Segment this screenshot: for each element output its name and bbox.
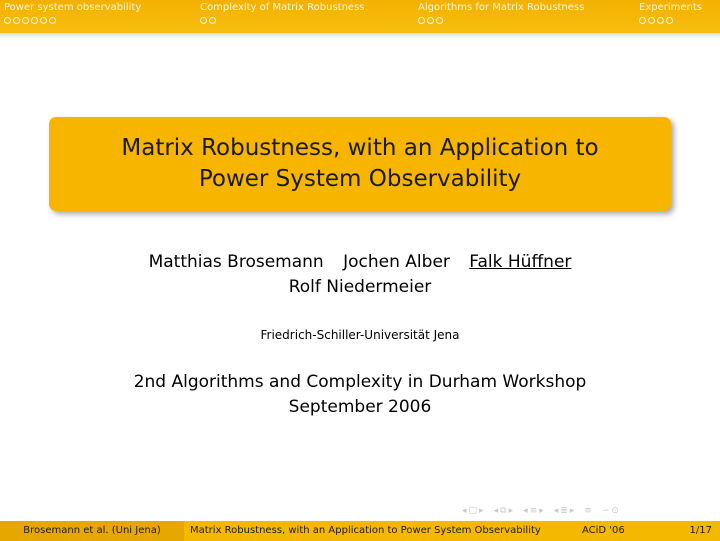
event-name: 2nd Algorithms and Complexity in Durham Workshop bbox=[133, 372, 587, 392]
title-line-2: Power System Observability bbox=[198, 166, 522, 192]
event-info bbox=[0, 370, 720, 420]
appendix-icon[interactable]: ≡ bbox=[584, 506, 592, 516]
institute: Friedrich-Schiller-Universität Jena bbox=[260, 328, 460, 342]
nav-dot[interactable] bbox=[40, 17, 47, 24]
nav-dot[interactable] bbox=[436, 17, 443, 24]
nav-dot[interactable] bbox=[427, 17, 434, 24]
prev-section-icon[interactable]: ◂ bbox=[553, 506, 559, 516]
nav-dot[interactable] bbox=[31, 17, 38, 24]
footer-page-number: 1/17 bbox=[689, 525, 712, 536]
frame-icon[interactable]: ⧉ bbox=[500, 506, 507, 516]
author-niedermeier: Rolf Niedermeier bbox=[288, 277, 432, 297]
next-slide-icon[interactable]: ▸ bbox=[479, 506, 484, 516]
nav-dot[interactable] bbox=[49, 17, 56, 24]
title-line-1: Matrix Robustness, with an Application to bbox=[121, 135, 599, 161]
nav-dots-section-3 bbox=[418, 17, 443, 25]
prev-subsection-icon[interactable]: ◂ bbox=[523, 506, 528, 516]
event-date: September 2006 bbox=[288, 397, 432, 417]
author-brosemann: Matthias Brosemann bbox=[148, 252, 324, 272]
nav-section-experiments[interactable]: Experiments bbox=[639, 2, 702, 13]
nav-dots-section-1 bbox=[4, 17, 56, 25]
navigation-bar bbox=[0, 0, 720, 33]
prev-frame-icon[interactable]: ◂ bbox=[493, 506, 499, 516]
nav-dot[interactable] bbox=[666, 17, 673, 24]
nav-dot[interactable] bbox=[4, 17, 11, 24]
footer-title: Matrix Robustness, with an Application to Power System Observability bbox=[190, 525, 541, 536]
nav-dot[interactable] bbox=[648, 17, 655, 24]
author-alber: Jochen Alber bbox=[343, 252, 450, 272]
section-icon[interactable]: ≣ bbox=[560, 506, 568, 516]
nav-dot[interactable] bbox=[209, 17, 216, 24]
footer-bar bbox=[0, 521, 720, 541]
prev-slide-icon[interactable]: ◂ bbox=[462, 506, 467, 516]
next-frame-icon[interactable]: ▸ bbox=[508, 506, 514, 516]
zoom-icon[interactable]: ⊙ bbox=[611, 506, 619, 516]
footer-conference: ACiD '06 bbox=[582, 525, 625, 536]
nav-dot[interactable] bbox=[200, 17, 207, 24]
nav-section-complexity[interactable]: Complexity of Matrix Robustness bbox=[200, 2, 365, 13]
beamer-navigation-symbols bbox=[462, 504, 619, 518]
slide-icon[interactable]: □ bbox=[468, 506, 478, 516]
nav-dot[interactable] bbox=[22, 17, 29, 24]
next-subsection-icon[interactable]: ▸ bbox=[539, 506, 544, 516]
next-section-icon[interactable]: ▸ bbox=[569, 506, 575, 516]
footer-author: Brosemann et al. (Uni Jena) bbox=[0, 521, 184, 541]
nav-section-algorithms[interactable]: Algorithms for Matrix Robustness bbox=[418, 2, 585, 13]
nav-dots-section-2 bbox=[200, 17, 216, 25]
navigation-bar-shadow bbox=[0, 33, 720, 39]
nav-dot[interactable] bbox=[657, 17, 664, 24]
nav-dot[interactable] bbox=[418, 17, 425, 24]
author-hueffner: Falk Hüffner bbox=[469, 252, 572, 272]
author-line bbox=[0, 250, 720, 274]
subsection-icon[interactable]: ≡ bbox=[529, 506, 538, 516]
title-block bbox=[49, 117, 671, 211]
nav-dot[interactable] bbox=[639, 17, 646, 24]
nav-dots-section-4 bbox=[639, 17, 673, 25]
nav-dot[interactable] bbox=[13, 17, 20, 24]
search-loop-icon[interactable]: ∽ bbox=[601, 506, 610, 516]
nav-section-power-system-observability[interactable]: Power system observability bbox=[4, 2, 142, 13]
